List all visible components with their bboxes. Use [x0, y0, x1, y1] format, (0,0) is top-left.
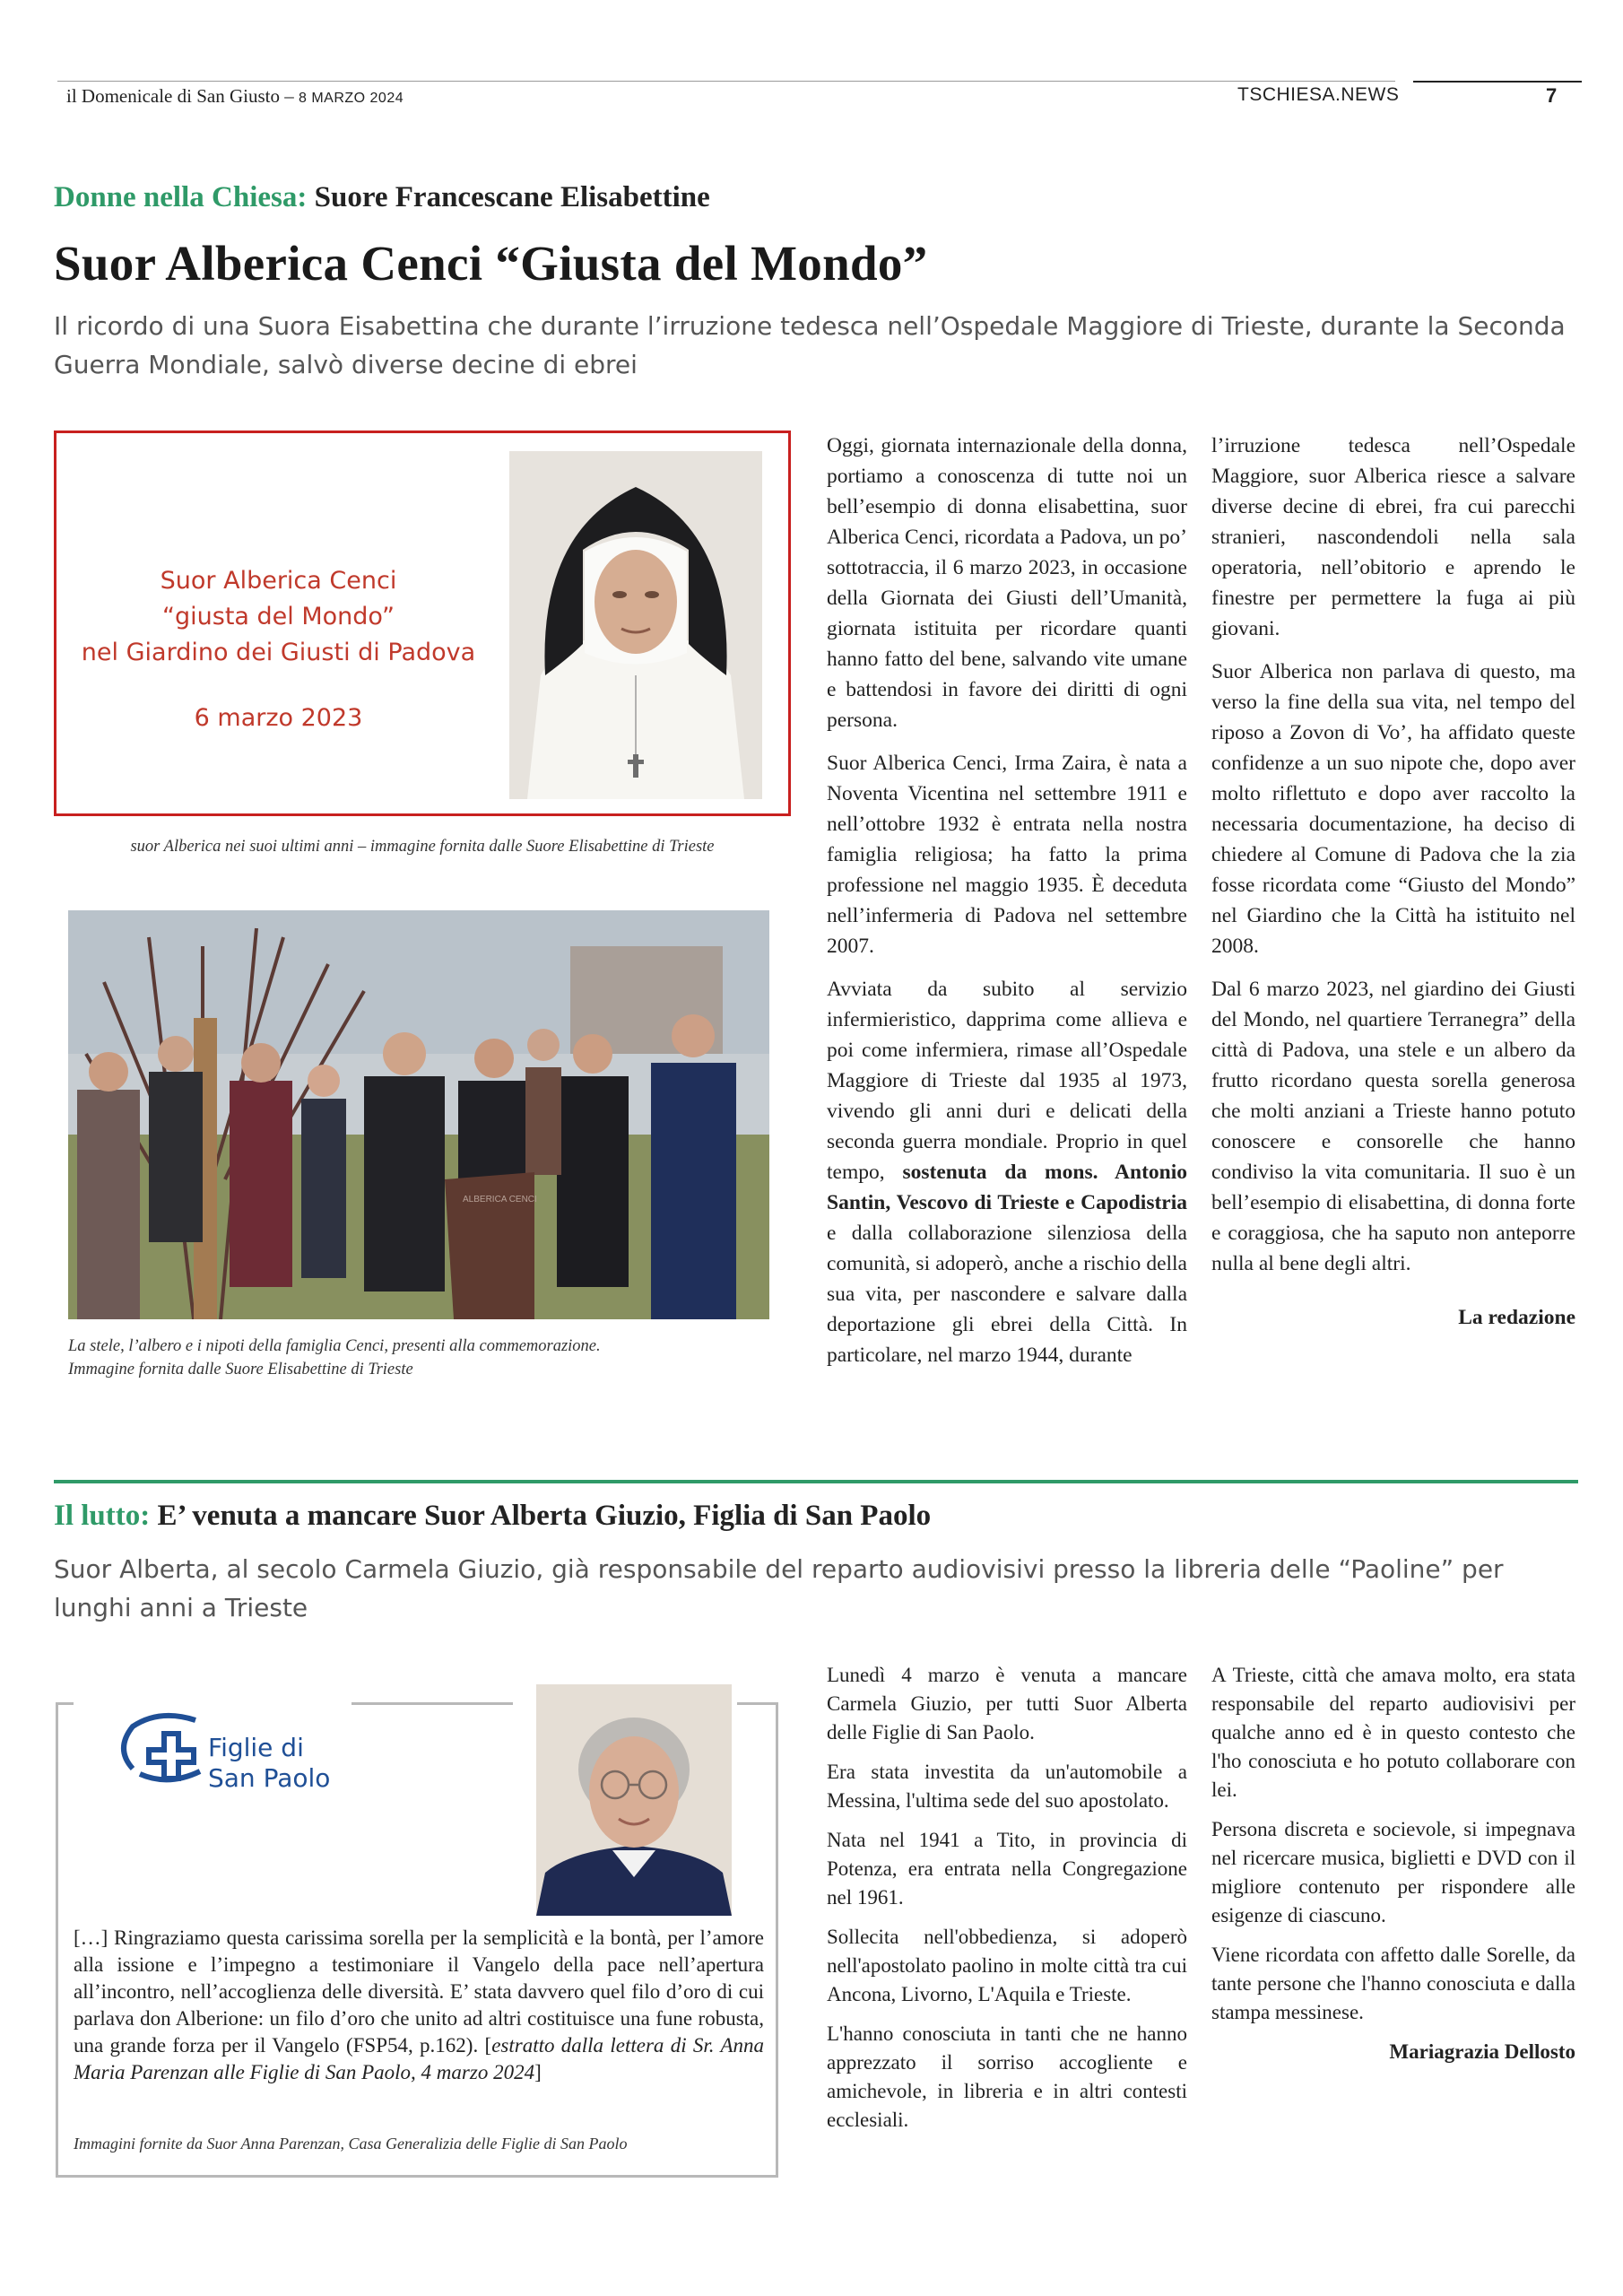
article1-signature: La redazione [1458, 1306, 1575, 1329]
article1-subtitle: Il ricordo di una Suora Eisabettina che durante l’irruzione tedesca nell’Ospedale Maggiore di Trieste, durante la Seconda Guerra Mondiale, salvò diverse decine di ebrei [54, 311, 1566, 379]
card-line-title: “giusta del Mondo” [162, 603, 395, 631]
article1-paragraph: Suor Alberica non parlava di questo, ma verso la fine della sua vita, nel tempo del riposo a Zovon di Vo’, ha affidato queste confidenze a un suo nipote che, dopo aver molto riflettuto e dopo aver raccolto la necessaria documentazione, ha deciso di chiedere al Comune di Padova che la zia fosse ricordata come “Giusto del Mondo” nel Giardino che la Città ha istituito nel 2008. [1211, 660, 1575, 958]
article2-signature: Mariagrazia Dellosto [1389, 2040, 1575, 2063]
image2-caption-line1: La stele, l’albero e i nipoti della famiglia Cenci, presenti alla commemorazione. [68, 1337, 601, 1355]
article1-paragraph: l’irruzione tedesca nell’Ospedale Maggiore, suor Alberica riesce a salvare diverse decine di ebrei, fra cui parecchi stranieri, nascondendoli nella sala operatoria, nell’obitorio e aprendo le finestre per permettere la fuga ai più giovani. [1211, 434, 1575, 640]
image2-caption [68, 1335, 785, 1381]
quote-end: ] [534, 2061, 542, 2083]
article2-paragraph: Persona discreta e socievole, si impegnava nel ricercare musica, biglietti e DVD con il migliore contenuto per rispondere alle esigenze di ciascuno. [1211, 1818, 1575, 1926]
article2-kicker [54, 1500, 931, 1533]
paragraph-text: e dalla collaborazione silenziosa della comunità, si adoperò, anche a rischio della sua vita, per nascondere e salvare dalla deportazione gli ebrei della Città. In particolare, nel marzo 1944, durante [827, 1222, 1187, 1367]
header-rule-right [1413, 81, 1582, 83]
commemoration-card [54, 430, 791, 816]
article2-column-1 [827, 1661, 1187, 2145]
sister-portrait-photo [536, 1684, 732, 1916]
article2-paragraph: Viene ricordata con affetto dalle Sorelle, da tante persone che l'hanno conosciuta e dalla stampa messinese. [1211, 1944, 1575, 2023]
article2-paragraph: Lunedì 4 marzo è venuta a mancare Carmela Giuzio, per tutti Suor Alberta delle Figlie di San Paolo. [827, 1664, 1187, 1744]
card-date: 6 marzo 2023 [194, 704, 363, 732]
article1-kicker [54, 181, 710, 214]
section-divider [54, 1480, 1578, 1483]
article1-category: Donne nella Chiesa: [54, 181, 308, 213]
header-site: TSCHIESA.NEWS [1237, 84, 1400, 105]
article2-paragraph: Nata nel 1941 a Tito, in provincia di Potenza, era entrata nella Congregazione nel 1961. [827, 1829, 1187, 1909]
article2-paragraph: Sollecita nell'obbedienza, si adoperò nell'apostolato paolino in molte città tra cui Ancona, Livorno, L'Aquila e Trieste. [827, 1926, 1187, 2005]
header-publication [66, 85, 404, 108]
article2-subtitle: Suor Alberta, al secolo Carmela Giuzio, già responsabile del reparto audiovisivi presso la libreria delle “Paoline” per lunghi anni a Trieste [54, 1554, 1504, 1622]
logo-line2: San Paolo [208, 1763, 331, 1793]
publication-name: il Domenicale di San Giusto – [66, 85, 294, 107]
stele-inscription: ALBERICA CENCI [463, 1195, 537, 1205]
card-line-name: Suor Alberica Cenci [160, 567, 397, 595]
commemoration-card-text [65, 563, 491, 671]
article1-column-1 [827, 430, 1187, 1383]
article1-kicker-text: Suore Francescane Elisabettine [314, 181, 710, 213]
quote-box-top-border [352, 1702, 513, 1705]
article2-paragraph: L'hanno conosciuta in tanti che ne hanno apprezzato il sorriso accogliente e amichevole, in libreria e in altri contesti ecclesiali. [827, 2022, 1187, 2131]
quote-source: estratto dalla lettera di Sr. Anna Maria Parenzan alle Figlie di San Paolo, 4 marzo 2024 [74, 2034, 764, 2083]
article2-column-2 [1211, 1661, 1575, 2066]
quote-box-top-border [56, 1702, 74, 1705]
article2-kicker-text: E’ venuta a mancare Suor Alberta Giuzio, Figlia di San Paolo [157, 1500, 932, 1532]
quote-body: […] Ringraziamo questa carissima sorella per la semplicità e la bontà, per l’amore alla issione e l’impegno a testimoniare il Vangelo della pace nell’apertura all’incontro, nell’accoglienza delle diversità. E’ stata davvero quel filo d’oro di cui parlava don Alberione: un filo d’oro che unito ad altri costituisce una fune robusta, una grande forza per il Vangelo (FSP54, p.162). [ [74, 1926, 764, 2057]
paragraph-emphasis: sostenuta da mons. Antonio Santin, Vescovo di Trieste e Capodistria [827, 1161, 1188, 1214]
page-number: 7 [1546, 84, 1558, 107]
commemoration-group-photo [68, 910, 769, 1319]
image2-caption-line2: Immagine fornita dalle Suore Elisabettine di Trieste [68, 1361, 413, 1378]
header-rule-left [57, 81, 1395, 82]
article2-image-caption: Immagini fornite da Suor Anna Parenzan, Casa Generalizia delle Figlie di San Paolo [74, 2135, 628, 2152]
article2-paragraph: Era stata investita da un'automobile a Messina, l'ultima sede del suo apostolato. [827, 1761, 1187, 1812]
article1-paragraph: Oggi, giornata internazionale della donna, portiamo a conoscenza di tutte noi un bell’esempio di donna elisabettina, suor Alberica Cenci, ricordata a Padova, un po’ sottotraccia, il 6 marzo 2023, in occasione della Giornata dei Giusti dell’Umanità, giornata istituita per ricordare quanti hanno fatto del bene, salvando vite umane e battendosi in favore dei diritti di ogni persona. [827, 434, 1187, 732]
article1-column-2 [1211, 430, 1575, 1333]
article1-paragraph: Suor Alberica Cenci, Irma Zaira, è nata a Noventa Vicentina nel settembre 1911 e nell’ottobre 1932 è entrata nella nostra famiglia religiosa; ha fatto la prima professione nel maggio 1935. È deceduta nell’infermeria di Padova nel settembre 2007. [827, 752, 1187, 958]
issue-date: 8 MARZO 2024 [298, 91, 404, 106]
quote-box-top-border [737, 1702, 778, 1705]
article1-paragraph [827, 974, 1187, 1370]
article1-title: Suor Alberica Cenci “Giusta del Mondo” [54, 236, 928, 291]
image1-caption: suor Alberica nei suoi ultimi anni – immagine fornita dalle Suore Elisabettine di Trieste [130, 838, 715, 856]
logo-wordmark [208, 1733, 330, 1794]
paragraph-text: Avviata da subito al servizio infermieristico, dapprima come allieva e poi come infermiera, rimase all’Ospedale Maggiore di Trieste dal 1935 al 1973, vivendo gli anni duri e delicati della seconda guerra mondiale. Proprio in quel tempo, [827, 978, 1187, 1184]
nun-portrait-photo [509, 451, 762, 799]
article2-category: Il lutto: [54, 1500, 151, 1532]
article2-paragraph: A Trieste, città che amava molto, era stata responsabile del reparto audiovisivi per qualche anno ed è in questo contesto che l'ho conosciuta e ho potuto collaborare con lei. [1211, 1664, 1575, 1801]
quote-text [74, 1925, 764, 2086]
card-line-place: nel Giardino dei Giusti di Padova [81, 639, 476, 666]
logo-line1: Figlie di [208, 1733, 304, 1762]
article1-paragraph: Dal 6 marzo 2023, nel giardino dei Giusti del Mondo, nel quartiere Terranegra” della città di Padova, una stele e un albero da frutto ricordano questa sorella generosa che molti anziani a Trieste hanno potuto conoscere e consorelle che hanno condiviso la vita comunitaria. Il suo è un bell’esempio di elisabettina, di donna forte e coraggiosa, che ha saputo non anteporre nulla al bene degli altri. [1211, 978, 1575, 1275]
